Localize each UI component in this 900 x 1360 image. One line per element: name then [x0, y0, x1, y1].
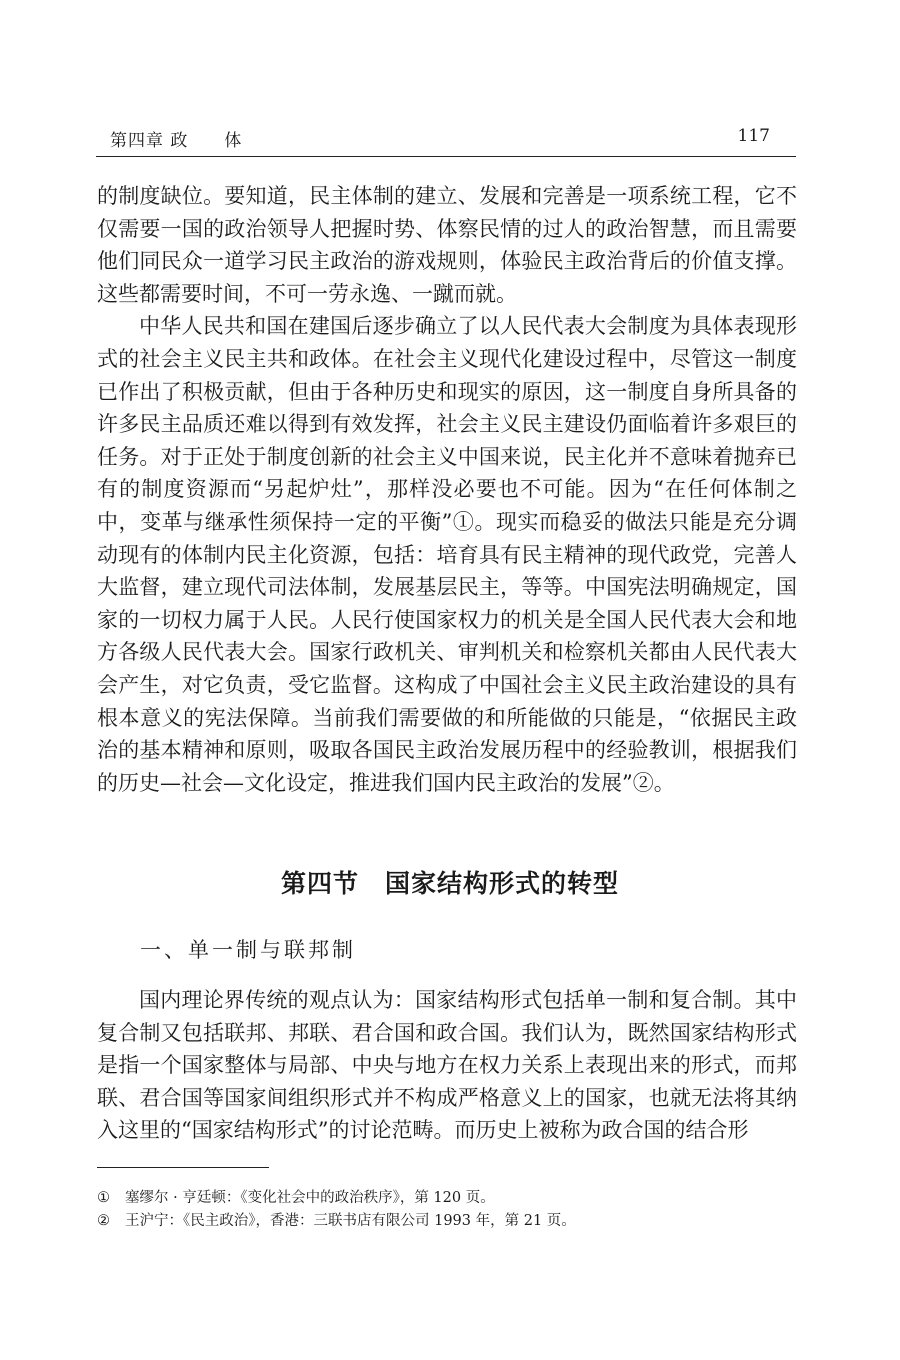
page-number: 117	[737, 126, 770, 146]
footnote-2	[97, 1210, 576, 1233]
footnotes	[97, 1187, 576, 1233]
paragraph-continued: 的制度缺位。要知道，民主体制的建立、发展和完善是一项系统工程，它不仅需要一国的政治领导人把握时势、体察民情的过人的政治智慧，而且需要他们同民众一道学习民主政治的游戏规则，体验民主政治背后的价值支撑。这些都需要时间，不可一劳永逸、一蹴而就。	[97, 184, 797, 306]
paragraph: 国内理论界传统的观点认为：国家结构形式包括单一制和复合制。其中复合制又包括联邦、邦联、君合国和政合国。我们认为，既然国家结构形式是指一个国家整体与局部、中央与地方在权力关系上表现出来的形式，而邦联、君合国等国家间组织形式并不构成严格意义上的国家，也就无法将其纳入这里的“国家结构形式”的讨论范畴。而历史上被称为政合国的结合形	[97, 988, 797, 1143]
footnote-marker: ①	[97, 1190, 110, 1206]
running-header	[96, 126, 796, 157]
footnote-text: 塞缪尔 · 亨廷顿：《变化社会中的政治秩序》，第 120 页。	[125, 1190, 495, 1206]
main-text-2	[97, 984, 797, 1147]
subsection-heading: 一、单一制与联邦制	[140, 938, 356, 962]
footnote-1	[97, 1187, 576, 1210]
paragraph: 中华人民共和国在建国后逐步确立了以人民代表大会制度为具体表现形式的社会主义民主共和政体。在社会主义现代化建设过程中，尽管这一制度已作出了积极贡献，但由于各种历史和现实的原因，这一制度自身所具备的许多民主品质还难以得到有效发挥，社会主义民主建设仍面临着许多艰巨的任务。对于正处于制度创新的社会主义中国来说，民主化并不意味着抛弃已有的制度资源而“另起炉灶”，那样没必要也不可能。因为“在任何体制之中，变革与继承性须保持一定的平衡”①。现实而稳妥的做法只能是充分调动现有的体制内民主化资源，包括：培育具有民主精神的现代政党，完善人大监督，建立现代司法体制，发展基层民主，等等。中国宪法明确规定，国家的一切权力属于人民。人民行使国家权力的机关是全国人民代表大会和地方各级人民代表大会。国家行政机关、审判机关和检察机关都由人民代表大会产生，对它负责，受它监督。这构成了中国社会主义民主政治建设的具有根本意义的宪法保障。当前我们需要做的和所能做的只能是，“依据民主政治的基本精神和原则，吸取各国民主政治发展历程中的经验教训，根据我们的历史—社会—文化设定，推进我们国内民主政治的发展”②。	[97, 314, 797, 795]
footnote-marker: ②	[97, 1213, 110, 1229]
chapter-title: 第四章 政 体	[110, 131, 243, 151]
main-text	[97, 180, 797, 799]
section-heading: 第四节 国家结构形式的转型	[280, 869, 619, 898]
footnote-divider	[97, 1167, 269, 1168]
footnote-text: 王沪宁：《民主政治》，香港：三联书店有限公司 1993 年，第 21 页。	[125, 1213, 576, 1229]
